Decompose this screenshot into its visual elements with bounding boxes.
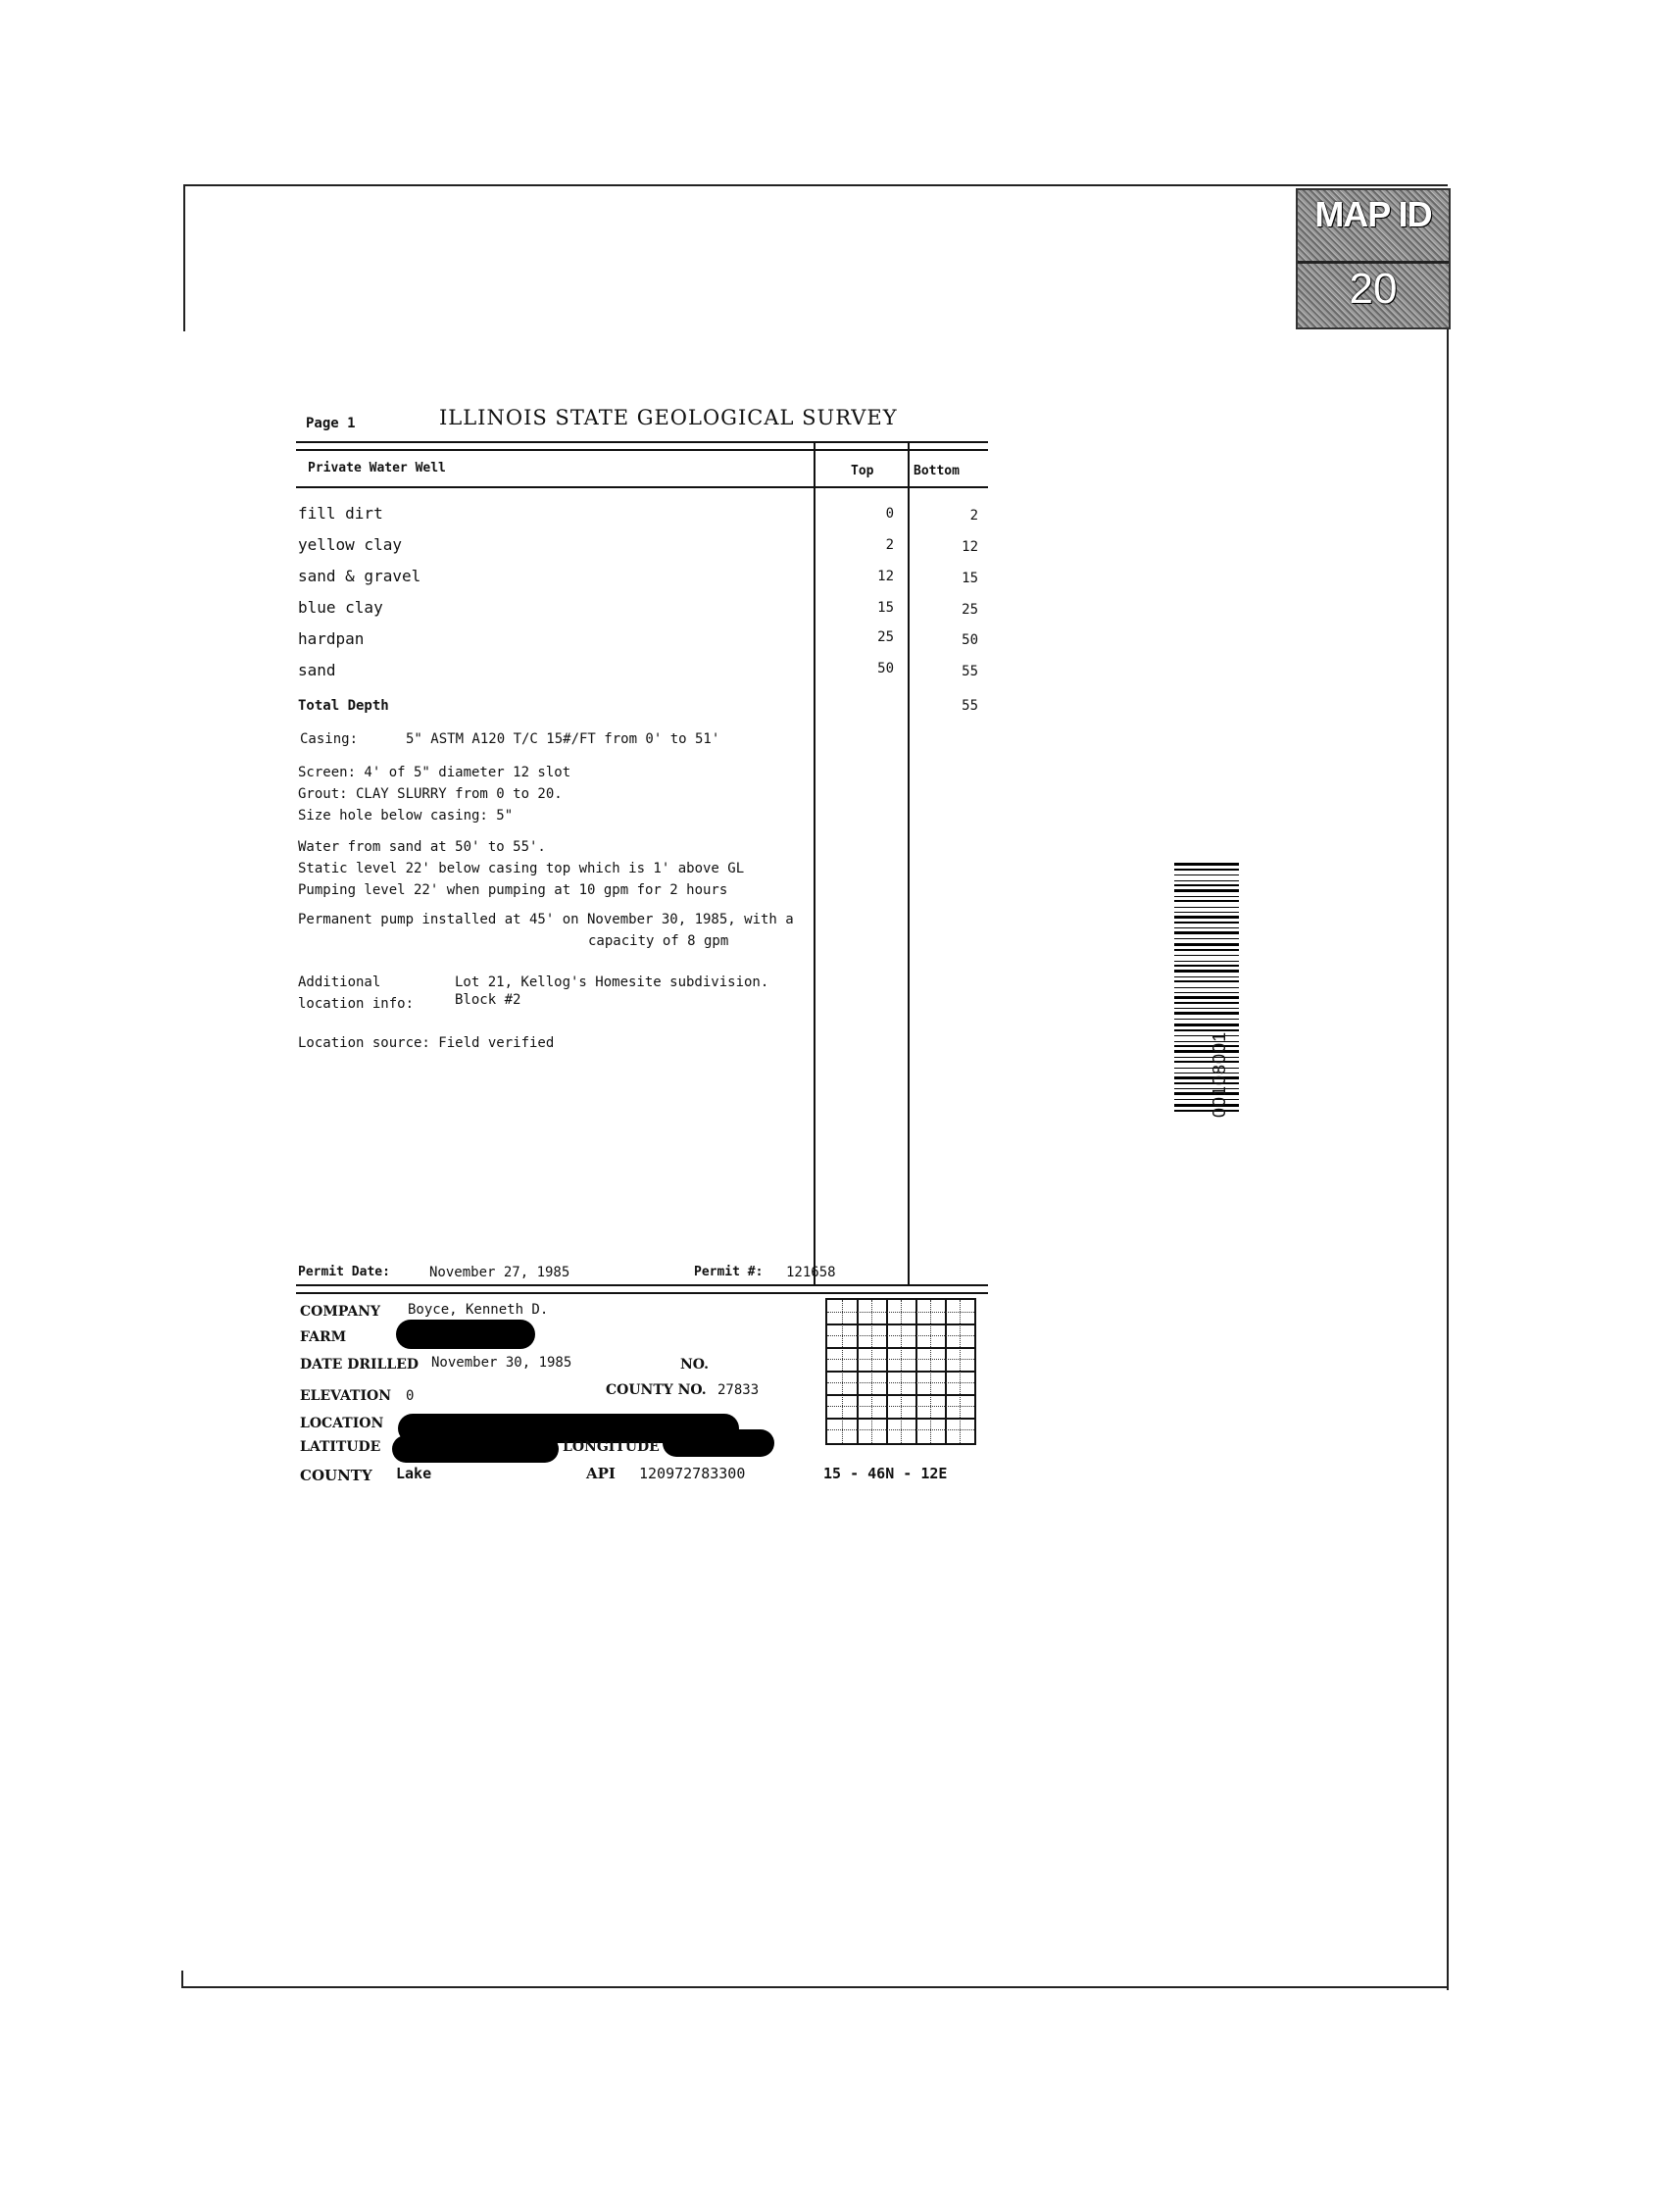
map-id-stamp [1296,188,1451,329]
barcode-bar [1174,987,1239,988]
row-label: sand & gravel [298,567,421,585]
barcode-bar [1174,907,1239,908]
row-top: 0 [885,506,894,522]
grid-line [827,1394,974,1396]
row-bottom: 12 [962,539,978,555]
company-label: COMPANY [300,1304,380,1320]
row-top: 15 [877,600,894,616]
row-bottom: 2 [969,508,978,524]
barcode-bar [1174,949,1239,951]
barcode-bar [1174,965,1239,967]
grid-line [827,1324,974,1325]
map-id-divider [1298,261,1449,264]
column-divider-desc-top [814,443,815,1286]
grid-line [827,1347,974,1349]
casing-text: 5" ASTM A120 T/C 15#/FT from 0' to 51' [406,731,720,747]
barcode-bar [1174,869,1239,871]
farm-label: FARM [300,1329,347,1345]
water-from-text: Water from sand at 50' to 55'. [298,839,546,855]
barcode-bar [1174,1002,1239,1004]
api-label: API [586,1465,616,1482]
grid-line [827,1406,974,1407]
permanent-pump-text: Permanent pump installed at 45' on November 30, 1985, with a [298,912,794,927]
barcode-bar [1174,980,1239,982]
grout-text: Grout: CLAY SLURRY from 0 to 20. [298,786,563,802]
redaction-longitude [663,1429,774,1457]
column-divider-top-bottom [908,443,910,1286]
barcode-bar [1174,863,1239,866]
row-top: 2 [885,537,894,553]
row-bottom: 50 [962,632,978,648]
barcode-bar [1174,976,1239,977]
capacity-text: capacity of 8 gpm [588,933,729,949]
latitude-label: LATITUDE [300,1439,381,1455]
size-hole-text: Size hole below casing: 5" [298,808,514,824]
frame-right-line [1447,324,1449,1990]
api-value: 120972783300 [639,1465,746,1482]
barcode-bar [1174,874,1239,875]
frame-top-line [183,184,1448,186]
location-source-text: Location source: Field verified [298,1035,555,1051]
row-top: 25 [877,629,894,645]
barcode-bar [1174,931,1239,934]
barcode-bar [1174,889,1239,892]
column-header-bottom: Bottom [914,464,960,478]
footer-double-rule [296,1284,988,1294]
company-value: Boyce, Kenneth D. [408,1302,549,1318]
date-drilled-value: November 30, 1985 [431,1355,572,1371]
total-depth-label: Total Depth [298,698,389,714]
location-label: LOCATION [300,1416,384,1431]
barcode-bar [1174,1012,1239,1015]
table-header-rule [296,486,988,488]
barcode-bar [1174,922,1239,924]
row-label: hardpan [298,629,365,648]
page-number: Page 1 [306,416,356,431]
barcode-bar [1174,884,1239,886]
row-label: fill dirt [298,504,383,523]
grid-line [827,1382,974,1383]
barcode-bar [1174,1008,1239,1009]
elevation-label: ELEVATION [300,1388,392,1404]
grid-line [827,1371,974,1373]
township-section-range: 15 - 46N - 12E [823,1465,948,1482]
row-bottom: 55 [962,664,978,679]
map-id-value: 20 [1349,265,1398,313]
permit-number-value: 121658 [786,1265,836,1280]
county-no-value: 27833 [717,1382,760,1398]
no-label: NO. [680,1357,710,1373]
barcode-bar [1174,1019,1239,1020]
screen-text: Screen: 4' of 5" diameter 12 slot [298,765,571,780]
pumping-level-text: Pumping level 22' when pumping at 10 gpm for 2 hours [298,882,728,898]
barcode-bar [1174,961,1239,962]
grid-line [827,1418,974,1420]
barcode-bar [1174,992,1239,993]
row-bottom: 15 [962,571,978,586]
additional-text-line1: Lot 21, Kellog's Homesite subdivision. [455,974,769,990]
header-double-rule [296,441,988,451]
redaction-farm [396,1320,535,1349]
date-drilled-label: DATE DRILLED [300,1357,420,1373]
barcode-bar [1174,955,1239,956]
barcode-bar [1174,996,1239,999]
row-label: sand [298,661,336,679]
barcode-number: 00108001 [1210,1030,1229,1118]
additional-label-line1: Additional [298,974,381,990]
grid-line [827,1312,974,1313]
column-header-top: Top [851,464,874,478]
frame-left-tick [181,1971,183,1988]
frame-left-line [183,184,185,331]
permit-date-value: November 27, 1985 [429,1265,570,1280]
additional-label-line2: location info: [298,996,415,1012]
frame-bottom-line [181,1986,1449,1988]
permit-number-label: Permit #: [694,1265,764,1279]
grid-line [827,1335,974,1336]
elevation-value: 0 [406,1388,415,1404]
barcode-bar [1174,927,1239,928]
section-locator-grid [825,1298,976,1445]
grid-line [827,1359,974,1360]
static-level-text: Static level 22' below casing top which is 1' above GL [298,861,745,876]
county-no-label: COUNTY NO. [606,1382,707,1398]
additional-text-line2: Block #2 [455,992,521,1008]
barcode-bar [1174,912,1239,913]
county-label: COUNTY [300,1467,372,1484]
total-depth-value: 55 [962,698,978,714]
longitude-label: LONGITUDE [563,1439,660,1455]
row-bottom: 25 [962,602,978,618]
barcode-bar [1174,900,1239,902]
redaction-latitude [392,1435,559,1463]
barcode-bar [1174,970,1239,973]
barcode-bar [1174,943,1239,946]
row-label: blue clay [298,598,383,617]
county-value: Lake [396,1465,432,1482]
column-header-description: Private Water Well [308,461,446,475]
barcode-bar [1174,1024,1239,1026]
casing-label: Casing: [300,731,359,747]
barcode-bar [1174,896,1239,897]
barcode-bar [1174,916,1239,919]
page-title: ILLINOIS STATE GEOLOGICAL SURVEY [439,406,898,429]
barcode-bar [1174,880,1239,881]
row-label: yellow clay [298,535,402,554]
row-top: 50 [877,661,894,676]
grid-line [827,1429,974,1430]
barcode-bar [1174,938,1239,939]
permit-date-label: Permit Date: [298,1265,390,1279]
row-top: 12 [877,569,894,584]
map-id-label: MAP ID [1314,194,1432,234]
